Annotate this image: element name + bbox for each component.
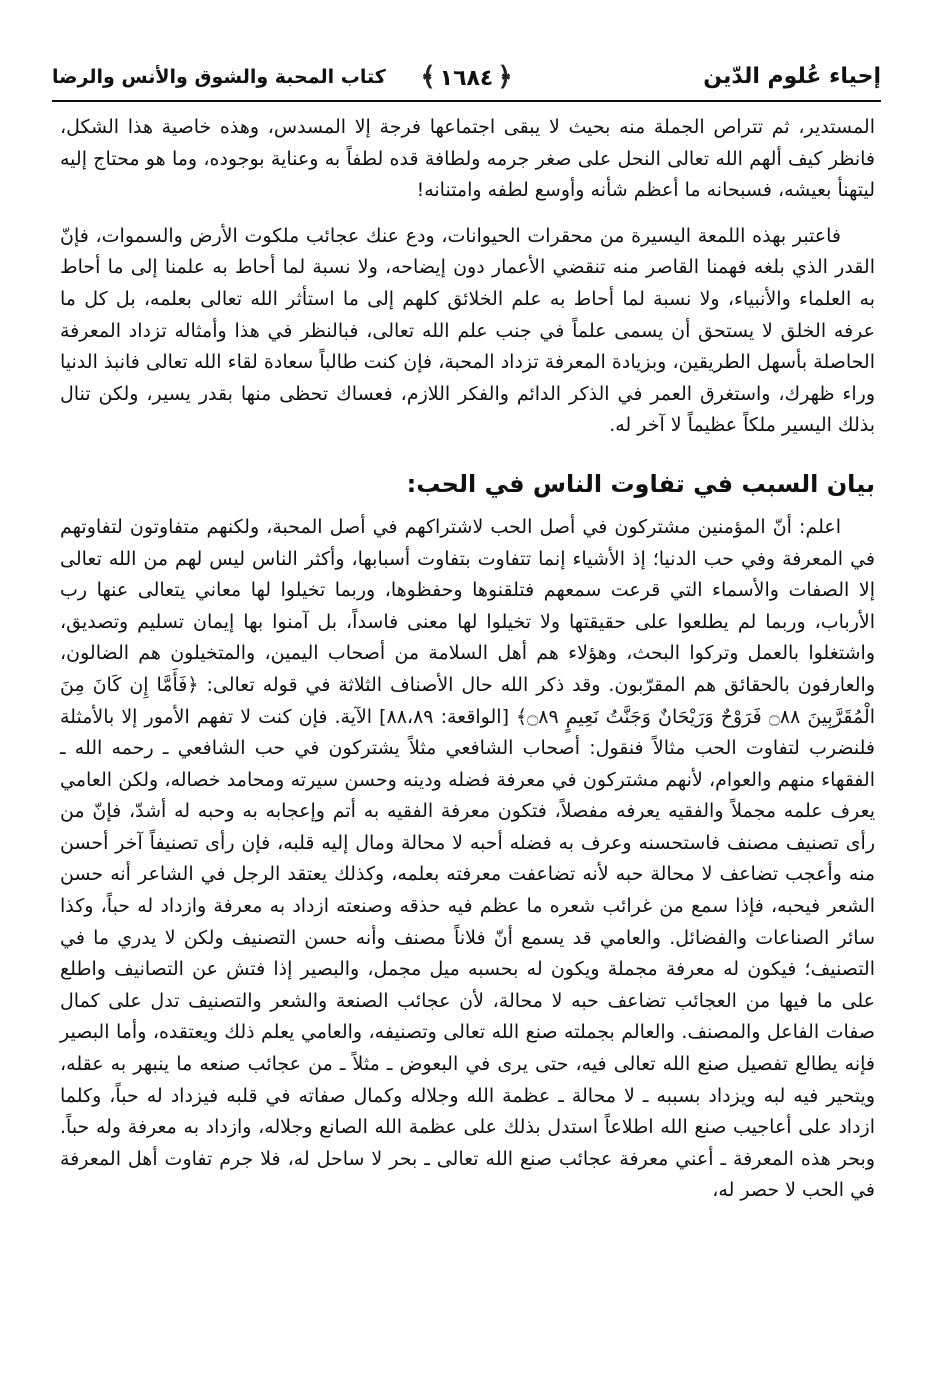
page-number-ornament-left: ﴿ [497,62,513,92]
quran-verse: ﴿فَأَمَّا إِن كَانَ مِنَ الْمُقَرَّبِينَ ۝٨٨ فَرَوْحٌ وَرَيْحَانٌ وَجَنَّتُ نَعِيمٍ ۝٨٩﴾ [60,673,875,728]
page-number-value: ١٦٨٤ [439,66,494,91]
book-title: إحياء عُلوم الدّين [703,64,881,89]
section-heading: بيان السبب في تفاوت الناس في الحب: [406,469,875,498]
page-body [60,112,875,1221]
running-header [52,58,881,98]
paragraph-1: المستدير، ثم تتراص الجملة منه بحيث لا يبقى اجتماعها فرجة إلا المسدس، وهذه خاصية هذا الشكل، فانظر كيف ألهم الله تعالى النحل على صغر جرمه ولطافة قده لطفاً به وعناية بوجوده، وما هو محتاج إليه ليتهنأ بعيشه، فسبحانه ما أعظم شأنه وأوسع لطفه وامتنانه! [60,116,875,202]
page-number [416,62,516,92]
paragraph-3 [60,512,875,1207]
chapter-title: كتاب المحبة والشوق والأنس والرضا [52,66,386,88]
paragraph-2: فاعتبر بهذه اللمعة اليسيرة من محقرات الحيوانات، ودع عنك عجائب ملكوت الأرض والسموات، فإنّ القدر الذي بلغه فهمنا القاصر منه تنقضي الأعمار دون إيضاحه، ولا نسبة لما أحاط به علمنا إلى ما أحاط به العلماء والأنبياء، ولا نسبة لما أحاط به علم الخلائق كلهم إلى ما استأثر الله تعالى بعلمه، بل كل ما عرفه الخلق لا يستحق أن يسمى علماً في جنب علم الله تعالى، فبالنظر في هذا وأمثاله تزداد المعرفة الحاصلة بأسهل الطريقين، وبزيادة المعرفة تزداد المحبة، فإن كنت طالباً سعادة لقاء الله تعالى فانبذ الدنيا وراء ظهرك، واستغرق العمر في الذكر الدائم والفكر اللازم، فعساك تحظى منها بقدر يسير، ولكن تنال بذلك اليسير ملكاً عظيماً لا آخر له. [60,224,875,437]
paragraph-3-body: فإن كنت لا تفهم الأمور إلا بالأمثلة فلنضرب لتفاوت الحب مثالاً فنقول: أصحاب الشافعي مثلاً يشتركون في حب الشافعي ـ رحمه الله ـ الفقهاء منهم والعوام، لأنهم مشتركون في معرفة فضله ودينه وحسن سيرته ومحامد خصاله، ولكن العامي يعرف علمه مجملاً والفقيه يعرفه مفصلاً، فتكون معرفة الفقيه به أتم وإعجابه به وحبه له أشدّ، فإنّ من رأى تصنيف مصنف فاستحسنه وعرف به فضله أحبه لا محالة ومال إليه قلبه، فإن رأى تصنيفاً آخر أحسن منه وأعجب تضاعف لا محالة حبه لأنه تضاعفت معرفته بعلمه، وكذلك يعتقد الرجل في الشاعر أنه حسن الشعر فيحبه، فإذا سمع من غرائب شعره ما عظم فيه حذقه وصنعته ازداد به معرفة وازداد له حباً، وكذا سائر الصناعات والفضائل. والعامي قد يسمع أنّ فلاناً مصنف وأنه حسن التصنيف ولكن لا يدري ما في التصنيف؛ فيكون له معرفة مجملة ويكون له بحسبه ميل مجمل، والبصير إذا فتش عن التصانيف واطلع على ما فيها من العجائب تضاعف حبه لا محالة، لأن عجائب الصنعة والشعر والتصنيف تدل على كمال صفات الفاعل والمصنف. والعالم بجملته صنع الله تعالى وتصنيفه، والعامي يعلم ذلك ويعتقده، وأما البصير فإنه يطالع تفصيل صنع الله تعالى فيه، حتى يرى في البعوض ـ مثلاً ـ من عجائب صنعه ما ينبهر به عقله، ويتحير فيه لبه ويزداد بسببه ـ لا محالة ـ عظمة الله وجلاله وكمال صفاته في قلبه فيزداد له حباً، وكلما ازداد على أعاجيب صنع الله اطلاعاً استدل بذلك على عظمة الله الصانع وجلاله، وازداد به معرفة وله حباً. وبحر هذه المعرفة ـ أعني معرفة عجائب صنع الله تعالى ـ بحر لا ساحل له، فلا جرم تفاوت أهل المعرفة في الحب لا حصر له، [60,705,875,1202]
page-number-ornament-right: ﴾ [420,62,436,92]
paragraph-3-intro: اعلم: أنّ المؤمنين مشتركون في أصل الحب لاشتراكهم في أصل المحبة، ولكنهم متفاوتون لتفاوتهم في المعرفة وفي حب الدنيا؛ إذ الأشياء إنما تتفاوت بتفاوت أسبابها، وأكثر الناس ليس لهم من الله تعالى إلا الصفات والأسماء التي قرعت سمعهم فتلقنوها وحفظوها، وربما تخيلوا لها معاني يتعالى عنها رب الأرباب، وربما لم يطلعوا على حقيقتها ولا تخيلوا لها معنى فاسداً، بل آمنوا بها إيمان تسليم وتصديق، واشتغلوا بالعمل وتركوا البحث، وهؤلاء هم أهل السلامة من أصحاب اليمين، والمتخيلون هم الضالون، والعارفون بالحقائق هم المقرّبون. وقد ذكر الله حال الأصناف الثلاثة في قوله تعالى: [60,515,876,696]
header-divider [52,100,881,102]
verse-reference: [الواقعة: ٨٨،٨٩] الآية. [327,705,517,728]
